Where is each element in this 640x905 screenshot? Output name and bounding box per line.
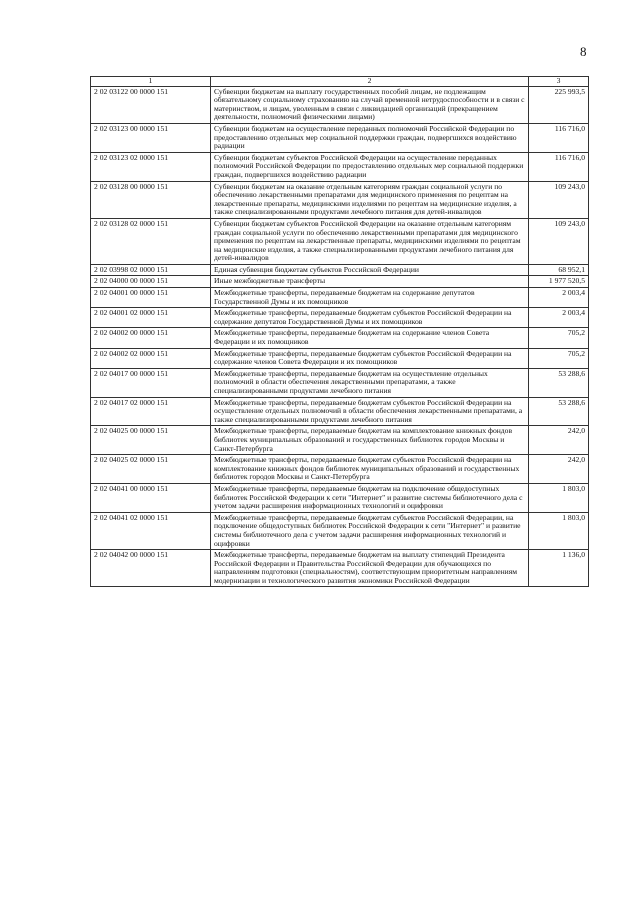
row-amount: 1 803,0 [529, 483, 589, 512]
row-description: Субвенции бюджетам субъектов Российской Федерации на оказание отдельным категориям граждан социальной услуги по обеспечению лекарственными препаратами для медицинского применения по рецептам на лекарственные препараты, медицинскими изделиями по рецептам на медицинские изделия, а также специализированными продуктами лечебного питания для детей-инвалидов [211, 218, 529, 264]
table-row [91, 426, 589, 455]
row-amount: 53 288,6 [529, 397, 589, 426]
row-description: Субвенции бюджетам на оказание отдельным категориям граждан социальной услуги по обеспечению лекарственными препаратами для медицинского применения по рецептам на лекарственные препараты, медицинскими изделиями по рецептам на медицинские изделия, а также специализированными продуктами лечебного питания для детей-инвалидов [211, 181, 529, 218]
table-row [91, 348, 589, 368]
row-description: Субвенции бюджетам на осуществление переданных полномочий Российской Федерации по предоставлению отдельных мер социальной поддержки граждан, подвергшихся воздействию радиации [211, 123, 529, 152]
table-row [91, 181, 589, 218]
budget-code: 2 02 04042 00 0000 151 [91, 550, 211, 587]
budget-code: 2 02 04001 00 0000 151 [91, 288, 211, 308]
budget-code: 2 02 04041 00 0000 151 [91, 483, 211, 512]
budget-code: 2 02 04002 02 0000 151 [91, 348, 211, 368]
row-amount: 116 716,0 [529, 152, 589, 181]
budget-code: 2 02 04000 00 0000 151 [91, 276, 211, 288]
table-row [91, 218, 589, 264]
table-row [91, 512, 589, 549]
row-amount: 2 003,4 [529, 308, 589, 328]
budget-code: 2 02 04025 00 0000 151 [91, 426, 211, 455]
budget-code: 2 02 03128 02 0000 151 [91, 218, 211, 264]
budget-code: 2 02 04025 02 0000 151 [91, 455, 211, 484]
budget-code: 2 02 03123 02 0000 151 [91, 152, 211, 181]
budget-table [90, 76, 589, 587]
table-row [91, 152, 589, 181]
table-row [91, 368, 589, 397]
row-amount: 705,2 [529, 328, 589, 348]
budget-code: 2 02 04017 02 0000 151 [91, 397, 211, 426]
row-amount: 225 993,5 [529, 86, 589, 123]
table-row [91, 550, 589, 587]
row-amount: 68 952,1 [529, 264, 589, 276]
row-amount: 1 803,0 [529, 512, 589, 549]
row-description: Межбюджетные трансферты, передаваемые бюджетам субъектов Российской Федерации на содержание членов Совета Федерации и их помощников [211, 348, 529, 368]
row-amount: 2 003,4 [529, 288, 589, 308]
row-amount: 242,0 [529, 426, 589, 455]
table-row [91, 397, 589, 426]
table-row [91, 308, 589, 328]
page-number: 8 [580, 44, 587, 59]
row-description: Межбюджетные трансферты, передаваемые бюджетам на подключение общедоступных библиотек Российской Федерации к сети "Интернет" и развитие системы библиотечного дела с учетом задачи расширения информационных технологий и оцифровки [211, 483, 529, 512]
budget-code: 2 02 03128 00 0000 151 [91, 181, 211, 218]
row-description: Межбюджетные трансферты, передаваемые бюджетам на комплектование книжных фондов библиотек муниципальных образований и государственных библиотек городов Москвы и Санкт-Петербурга [211, 426, 529, 455]
row-amount: 242,0 [529, 455, 589, 484]
row-description: Межбюджетные трансферты, передаваемые бюджетам субъектов Российской Федерации, на подключение общедоступных библиотек Российской Федерации к сети "Интернет" и развитие системы библиотечного дела с учетом задачи расширения информационных технологий и оцифровки [211, 512, 529, 549]
row-description: Межбюджетные трансферты, передаваемые бюджетам на содержание членов Совета Федерации и их помощников [211, 328, 529, 348]
budget-code: 2 02 04001 02 0000 151 [91, 308, 211, 328]
table-row [91, 288, 589, 308]
row-description: Межбюджетные трансферты, передаваемые бюджетам субъектов Российской Федерации на содержание депутатов Государственной Думы и их помощников [211, 308, 529, 328]
row-description: Субвенции бюджетам на выплату государственных пособий лицам, не подлежащим обязательному социальному страхованию на случай временной нетрудоспособности и в связи с материнством, и лицам, уволенным в связи с ликвидацией организаций (прекращением деятельности, полномочий физическими лицами) [211, 86, 529, 123]
budget-code: 2 02 03122 00 0000 151 [91, 86, 211, 123]
budget-code: 2 02 03123 00 0000 151 [91, 123, 211, 152]
row-description: Единая субвенция бюджетам субъектов Российской Федерации [211, 264, 529, 276]
budget-code: 2 02 03998 02 0000 151 [91, 264, 211, 276]
budget-code: 2 02 04002 00 0000 151 [91, 328, 211, 348]
table-row [91, 483, 589, 512]
row-amount: 116 716,0 [529, 123, 589, 152]
column-header-code: 1 [91, 77, 211, 87]
column-header-amount: 3 [529, 77, 589, 87]
budget-code: 2 02 04041 02 0000 151 [91, 512, 211, 549]
row-amount: 109 243,0 [529, 181, 589, 218]
table-row [91, 276, 589, 288]
row-amount: 705,2 [529, 348, 589, 368]
row-description: Межбюджетные трансферты, передаваемые бюджетам субъектов Российской Федерации на осуществление отдельных полномочий в области обеспечения лекарственными препаратами, а также специализированными продуктами лечебного питания [211, 397, 529, 426]
table-row [91, 455, 589, 484]
row-description: Межбюджетные трансферты, передаваемые бюджетам на выплату стипендий Президента Российской Федерации и Правительства Российской Федерации для обучающихся по направлениям подготовки (специальностям), соответствующим приоритетным направлениям модернизации и технологического развития экономики Российской Федерации [211, 550, 529, 587]
table-row [91, 264, 589, 276]
table-row [91, 328, 589, 348]
table-header-row [91, 77, 589, 87]
table-row [91, 86, 589, 123]
row-amount: 1 136,0 [529, 550, 589, 587]
row-description: Межбюджетные трансферты, передаваемые бюджетам субъектов Российской Федерации на комплектование книжных фондов библиотек муниципальных образований и государственных библиотек городов Москвы и Санкт-Петербурга [211, 455, 529, 484]
row-description: Межбюджетные трансферты, передаваемые бюджетам на осуществление отдельных полномочий в области обеспечения лекарственными препаратами, а также специализированными продуктами лечебного питания [211, 368, 529, 397]
row-amount: 109 243,0 [529, 218, 589, 264]
row-amount: 53 288,6 [529, 368, 589, 397]
row-amount: 1 977 520,5 [529, 276, 589, 288]
row-description: Межбюджетные трансферты, передаваемые бюджетам на содержание депутатов Государственной Думы и их помощников [211, 288, 529, 308]
row-description: Субвенции бюджетам субъектов Российской Федерации на осуществление переданных полномочий Российской Федерации по предоставлению отдельных мер социальной поддержки граждан, подвергшихся воздействию радиации [211, 152, 529, 181]
budget-code: 2 02 04017 00 0000 151 [91, 368, 211, 397]
column-header-description: 2 [211, 77, 529, 87]
table-row [91, 123, 589, 152]
row-description: Иные межбюджетные трансферты [211, 276, 529, 288]
